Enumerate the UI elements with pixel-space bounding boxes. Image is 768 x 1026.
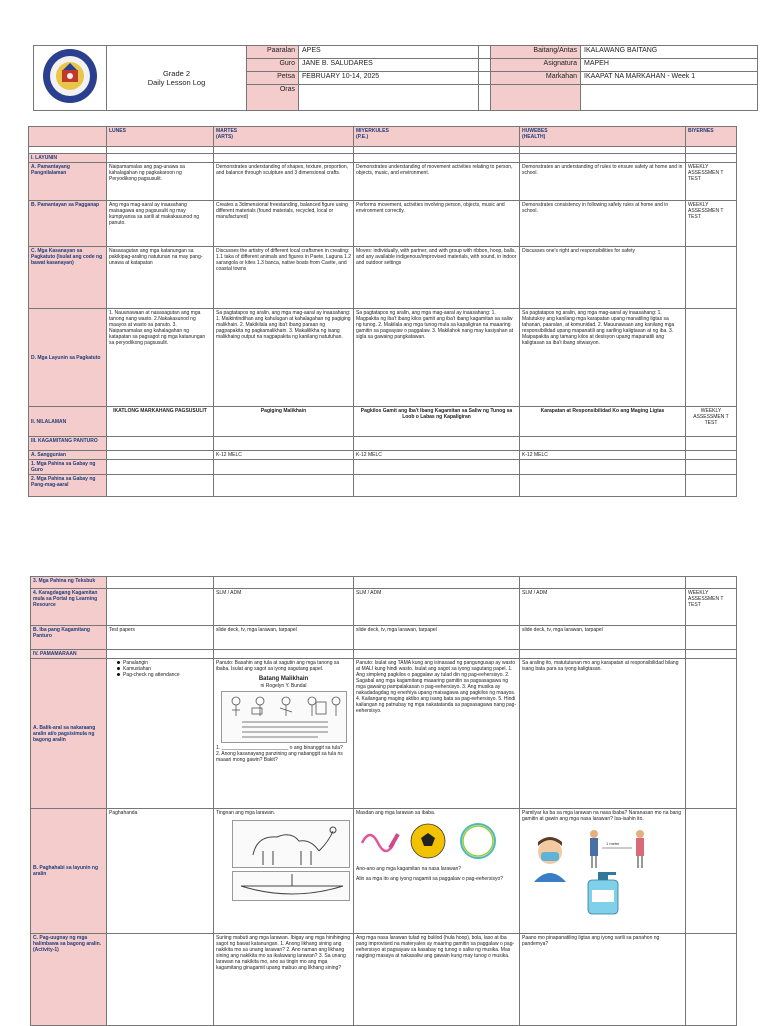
cell-a-mon: Naipamamalas ang pag-unawa sa kahalagahan ng pagkakaroon ng Peryodikong pagsusulit. bbox=[107, 163, 214, 201]
list-item: Kamustahan bbox=[117, 666, 211, 672]
day-mon-label: LUNES bbox=[109, 128, 126, 134]
equipment-pictures bbox=[356, 819, 506, 863]
cell-ib-thu: slide deck, tv, mga larawan, tarpapel bbox=[520, 626, 686, 650]
day-header-thu bbox=[520, 127, 686, 147]
cell-c2-wed: Ang mga nasa larawan tulad ng bulilod (hula hoop), bola, laso at iba pang improvised na materyales ay maaring gamitin sa paggalaw o pag-eehersisyo at pagsayaw sa kasabay ng tunog o saliw ng musika. Mas nagiging masaya at nakasaliw ang gawain kung may tunog o musika. bbox=[354, 934, 520, 1026]
cell-kr-mon bbox=[107, 589, 214, 626]
grade-cell bbox=[107, 46, 247, 111]
cell-c2-fri bbox=[686, 934, 737, 1026]
day-header-mon bbox=[107, 127, 214, 147]
header-value-paaralan: APES bbox=[299, 46, 479, 59]
distancing-icon bbox=[590, 830, 644, 868]
header-label-asignatura: Asignatura bbox=[491, 59, 581, 72]
day-header-tue bbox=[214, 127, 354, 147]
day-wed-subject: (P.E.) bbox=[356, 134, 369, 140]
cell-c2-tue: Suriing mabuti ang mga larawan. Ibigay ang mga hinihinging sagot ng bawat katanungan. 1. Anong likhang sining ang nakikita mo sa unang larawan? 2. Ano naman ang likhang sining ang nakikita mo sa ikalawang larawan? 3. Sa unang larawan na nakikita mo, ano sa tingin mo ang mga kagamitang ginagamit upang mabuo ang likhang sining? bbox=[214, 934, 354, 1026]
poem-title: Batang Malikhain bbox=[258, 676, 309, 682]
cell-c-fri bbox=[686, 247, 737, 309]
cell-b2-tue bbox=[214, 809, 354, 934]
cell-ib-mon: Test papers bbox=[107, 626, 214, 650]
safety-pictures bbox=[522, 824, 672, 916]
cell-c-wed: Moves: individually, with partner, and with group with ribbon, hoop, balls, and any available indigenous/improvised materials, with sound, in indoor and outdoor settings bbox=[354, 247, 520, 309]
header-value-petsa: FEBRUARY 10-14, 2025 bbox=[299, 72, 479, 85]
cell-ib-tue: slide deck, tv, mga larawan, tarpapel bbox=[214, 626, 354, 650]
grade-text: Grade 2 bbox=[162, 69, 191, 78]
row-label-iba-pang-kagamitan: B. Iba pang Kagamitang Panturo bbox=[31, 626, 107, 650]
cell-n-fri: WEEKLY ASSESSMEN T TEST bbox=[686, 407, 737, 437]
cell-s-thu: K-12 MELC bbox=[520, 451, 686, 460]
cell-c-thu: Discusses one's right and responsibilities for safety bbox=[520, 247, 686, 309]
usage-question: Alin sa mga ito ang iyong nagamit sa paggalaw o pag-eehersisyo? bbox=[356, 876, 504, 882]
ball-icon bbox=[411, 824, 445, 858]
cell-n-mon: IKATLONG MARKAHANG PAGSUSULIT bbox=[107, 407, 214, 437]
row-label-gabay-guro: 1. Mga Pahina sa Gabay ng Guro bbox=[29, 460, 107, 475]
header-spacer bbox=[479, 46, 491, 59]
row-label-kasanayan: C. Mga Kasanayan sa Pagkatuto (Isulat ang code ng bawat kasanayan) bbox=[29, 247, 107, 309]
day-header-fri bbox=[686, 127, 737, 147]
cell-a-wed: Demonstrates understanding of movement activities relating to person, objects, music, and environment. bbox=[354, 163, 520, 201]
section-layunin: I. LAYUNIN bbox=[29, 154, 107, 163]
mask-person-icon bbox=[534, 837, 566, 882]
header-label-baitang: Baitang/Antas bbox=[491, 46, 581, 59]
header-label-guro: Guro bbox=[247, 59, 299, 72]
cell-d-mon: 1. Nauunawaan at nasasagutan ang mga tanong nang wasto. 2.Nakakasunod ng maayos at wasto sa panuto. 3. Naipamamalas ang kahalagahan ng katapatan sa pagsagot ng mga katanungan sa peryodikong pagsusulit. bbox=[107, 309, 214, 407]
cell-a-tue: Demonstrates understanding of shapes, texture, proportion, and balance through sculpture and 3 dimensional crafts. bbox=[214, 163, 354, 201]
row-label-layunin-pagkatuto: D. Mga Layunin sa Pagkatuto bbox=[29, 309, 107, 407]
cell-d-wed: Sa pagtatapos ng aralin, ang mga mag-aaral ay inaasahang: 1. Magpakita ng iba't ibang kilos gamit ang iba't ibang kagamitan sa saliw ng tunog. 2. Makilala ang mga tunog mula sa kapaligiran na maaaring gamitin sa pagsayaw o paggalaw. 3. Makilahok nang may kasiyahan at sigla sa gawaing pangkatawan. bbox=[354, 309, 520, 407]
cell-b2-mon: Paghahanda bbox=[107, 809, 214, 934]
cell-kr-thu: SLM / ADM bbox=[520, 589, 686, 626]
log-title: Daily Lesson Log bbox=[147, 78, 206, 87]
header-value-empty bbox=[581, 85, 758, 111]
list-item: Panalangin bbox=[117, 660, 211, 666]
cell-n-thu: Karapatan at Responsibilidad Ko ang Maging Ligtas bbox=[520, 407, 686, 437]
header-label-oras: Oras bbox=[247, 85, 299, 111]
distance-sign: 1 meter bbox=[606, 841, 620, 846]
section-nilalaman: II. NILALAMAN bbox=[29, 407, 107, 437]
cell-b-mon: Ang mga mag-aaral ay inaasahang maisagawa ang pagsusulit ng may kumpiyansa sa sarili at makakasunod ng panuto. bbox=[107, 201, 214, 247]
cell-ib-fri bbox=[686, 626, 737, 650]
poem-author: ni Rogelyn Y. Bundal bbox=[260, 683, 307, 689]
cell-kr-tue: SLM / ADM bbox=[214, 589, 354, 626]
lesson-table-1 bbox=[28, 126, 737, 497]
header-label-petsa: Petsa bbox=[247, 72, 299, 85]
familiar-pictures-text: Pamilyar ka ba sa mga larawan na nasa ibaba? Naranasan mo na bang gamitin at gawin ang mga nasa larawan? Isa-isahin ito. bbox=[522, 810, 681, 822]
cell-n-tue: Pagiging Malikhain bbox=[214, 407, 354, 437]
hula-hoop-icon bbox=[461, 824, 495, 858]
day-thu-subject: (HEALTH) bbox=[522, 134, 546, 140]
header-label-empty bbox=[491, 85, 581, 111]
cell-a2-mon bbox=[107, 659, 214, 809]
cell-n-wed: Pagkilos Gamit ang Iba't Ibang Kagamitan sa Saliw ng Tunog sa Loob o Labas ng Kapaligiran bbox=[354, 407, 520, 437]
day-thu-label: HUWEBES bbox=[522, 128, 548, 134]
day-header-wed bbox=[354, 127, 520, 147]
cell-c2-mon bbox=[107, 934, 214, 1026]
cell-c2-thu: Paano mo pinapanatiling ligtas ang iyong sarili sa panahon ng pandemya? bbox=[520, 934, 686, 1026]
cell-s-wed: K-12 MELC bbox=[354, 451, 520, 460]
cell-c-mon: Nasasagutan ang mga katanungan sa pakikipag-araling natutunan na may pang-unawa at katapatan bbox=[107, 247, 214, 309]
horse-sculpture-image bbox=[232, 820, 350, 868]
boat-image bbox=[232, 871, 350, 901]
header-value-baitang: IKALAWANG BAITANG bbox=[581, 46, 758, 59]
cell-s-mon bbox=[107, 451, 214, 460]
row-label-pamantayan-pagganap: B. Pamantayan sa Pagganap bbox=[29, 201, 107, 247]
cell-b-fri: WEEKLY ASSESSMEN T TEST bbox=[686, 201, 737, 247]
corner-cell bbox=[29, 127, 107, 147]
header-spacer bbox=[479, 85, 491, 111]
cell-d-fri bbox=[686, 309, 737, 407]
header-table bbox=[33, 45, 758, 111]
seal-icon bbox=[34, 46, 106, 106]
section-kagamitang-panturo: III. KAGAMITANG PANTURO bbox=[29, 437, 107, 451]
header-value-asignatura: MAPEH bbox=[581, 59, 758, 72]
cell-a-thu: Demonstrates an understanding of rules to ensure safety at home and in school. bbox=[520, 163, 686, 201]
list-item: Pag-check ng attendance bbox=[117, 672, 211, 678]
poem-instructions: Panuto: Basahin ang tula at sagutin ang mga tanong sa ibaba. Isulat ang sagot sa iyong sagutang papel. bbox=[216, 660, 340, 672]
day-wed-label: MIYERKULES bbox=[356, 128, 389, 134]
cell-c-tue: Discusses the artistry of different local craftsmen in creating: 1.1 taka of different animals and figures in Paete, Laguna 1.2 sarangola or kites 1.3 banca, native boats from Cavite, and coastal towns bbox=[214, 247, 354, 309]
header-label-paaralan: Paaralan bbox=[247, 46, 299, 59]
header-spacer bbox=[479, 59, 491, 72]
poem-question-2: 2. Anong kasanayang panzining ang nabanggit sa tula ns maaari mong gawin? Bakit? bbox=[216, 751, 343, 763]
ribbon-icon bbox=[362, 833, 400, 851]
equipment-question: Ano-ano ang mga kagamitan na nasa larawan? bbox=[356, 866, 462, 872]
poem-question-1: 1. ________________________ o ang binanggit sa tula? bbox=[216, 745, 343, 751]
lesson-table-2 bbox=[30, 576, 737, 1026]
row-label-karagdagang-kagamitan: 4. Karagdagang Kagamitan mula sa Portal ng Learning Resource bbox=[31, 589, 107, 626]
cell-b2-wed bbox=[354, 809, 520, 934]
observe-pictures-text: Masdan ang mga larawan sa ibaba. bbox=[356, 810, 436, 816]
opening-list bbox=[109, 660, 211, 678]
header-label-markahan: Markahan bbox=[491, 72, 581, 85]
cell-b2-fri bbox=[686, 809, 737, 934]
header-spacer bbox=[479, 72, 491, 85]
cell-a2-thu: Sa araling ito, matututunan mo ang karapatan at responsibilidad bilang isang bata para sa iyong kaligtasan. bbox=[520, 659, 686, 809]
row-label-teksbuk: 3. Mga Pahina ng Teksbuk bbox=[31, 577, 107, 589]
cell-a-fri: WEEKLY ASSESSMEN T TEST bbox=[686, 163, 737, 201]
spacer-row bbox=[29, 147, 107, 154]
cell-d-thu: Sa pagtatapos ng aralin, ang mga mag-aaral ay inaasahang: 1. Matutukoy ang kanilang mga karapatan upang manatiling ligtas sa tahanan, paaralan, at komunidad. 2. Mauunawaan ang kanilang mga responsibilidad upang mapanatili ang sariling kaligtasan at ng iba. 3. Maipapakita ang tamang kilos at desisyon upang mapanatili ang kaligtasan sa iba't ibang sitwasyon. bbox=[520, 309, 686, 407]
alcohol-bottle-icon bbox=[588, 872, 618, 914]
deped-seal-logo bbox=[34, 46, 107, 111]
header-value-markahan: IKAAPAT NA MARKAHAN - Week 1 bbox=[581, 72, 758, 85]
cell-kr-wed: SLM / ADM bbox=[354, 589, 520, 626]
day-tue-label: MARTES bbox=[216, 128, 238, 134]
cell-s-fri bbox=[686, 451, 737, 460]
cell-a2-tue bbox=[214, 659, 354, 809]
cell-kr-fri: WEEKLY ASSESSMEN T TEST bbox=[686, 589, 737, 626]
look-pictures-text: Tingnan ang mga larawan. bbox=[216, 810, 276, 816]
cell-b2-thu bbox=[520, 809, 686, 934]
header-value-guro: JANE B. SALUDARES bbox=[299, 59, 479, 72]
children-illustration bbox=[221, 691, 347, 743]
row-label-paghahabi: B. Paghahabi sa layunin ng aralin bbox=[31, 809, 107, 934]
row-label-pamantayang-pangnilalaman: A. Pamantayang Pangnilalaman bbox=[29, 163, 107, 201]
cell-b-tue: Creates a 3dimensional freestanding, balanced figure using different materials (found materials, recycled, local or manufactured) bbox=[214, 201, 354, 247]
section-pamamaraan: IV. PAMAMARAAN bbox=[31, 650, 107, 659]
cell-ib-wed: slide deck, tv, mga larawan, tarpapel bbox=[354, 626, 520, 650]
row-label-sanggunian: A. Sanggunian bbox=[29, 451, 107, 460]
row-label-gabay-mag-aaral: 2. Mga Pahina sa Gabay ng Pang-mag-aaral bbox=[29, 475, 107, 497]
cell-a2-fri bbox=[686, 659, 737, 809]
row-label-balik-aral: A. Balik-aral sa nakaraang aralin at/o pagsisimula ng bagong aralin bbox=[31, 659, 107, 809]
row-label-pag-uugnay: C. Pag-uugnay ng mga halimbawa sa bagong aralin. (Activity-1) bbox=[31, 934, 107, 1026]
cell-d-tue: Sa pagtatapos ng aralin, ang mga mag-aaral ay inaasahang: 1. Maikintindihan ang kahulugan at kahalagahan ng pagiging malikhain. 2. Makikilala ang iba't ibang paraan ng pagpapakita ng pagkamalikhain. 3. Makalilikha ng isang malikhaing output na nagpapakita ng kanilang natutuhan. bbox=[214, 309, 354, 407]
cell-a2-wed: Panuto: Isulat ang TAMA kung ang isinasaad ng pangungusap ay wasto at MALI kung hindi wasto. Isulat ang sagot sa iyong sagutang papel. 1. Ang simpleng pagkilos o paggalaw ay tulad din ng pag-eehersisyo. 2. Sagabal ang mga kagamitang maaaring gamitin sa pagsasagawa ng mga gawaing pampalakasan o pag-eehersisyo. 3. Ang musika ay nakadadagdag ng enerhiya upang maisagawa ang pagkilos ng maayos. 4. Kailangang maging aktibo ang isang bata sa pag-eehersisyo. 5. Hindi kailangan ng patnubay ng mga nakatatanda sa pagsasagawa nang pag-eehersisyo. bbox=[354, 659, 520, 809]
day-tue-subject: (ARTS) bbox=[216, 134, 233, 140]
cell-b-wed: Performs movement, activities involving person, objects, music and environment correctly. bbox=[354, 201, 520, 247]
cell-b-thu: Demonstrates consistency in following safety rules at home and in school. bbox=[520, 201, 686, 247]
cell-s-tue: K-12 MELC bbox=[214, 451, 354, 460]
header-value-oras bbox=[299, 85, 479, 111]
day-fri-label: BIYERNES bbox=[688, 128, 714, 134]
